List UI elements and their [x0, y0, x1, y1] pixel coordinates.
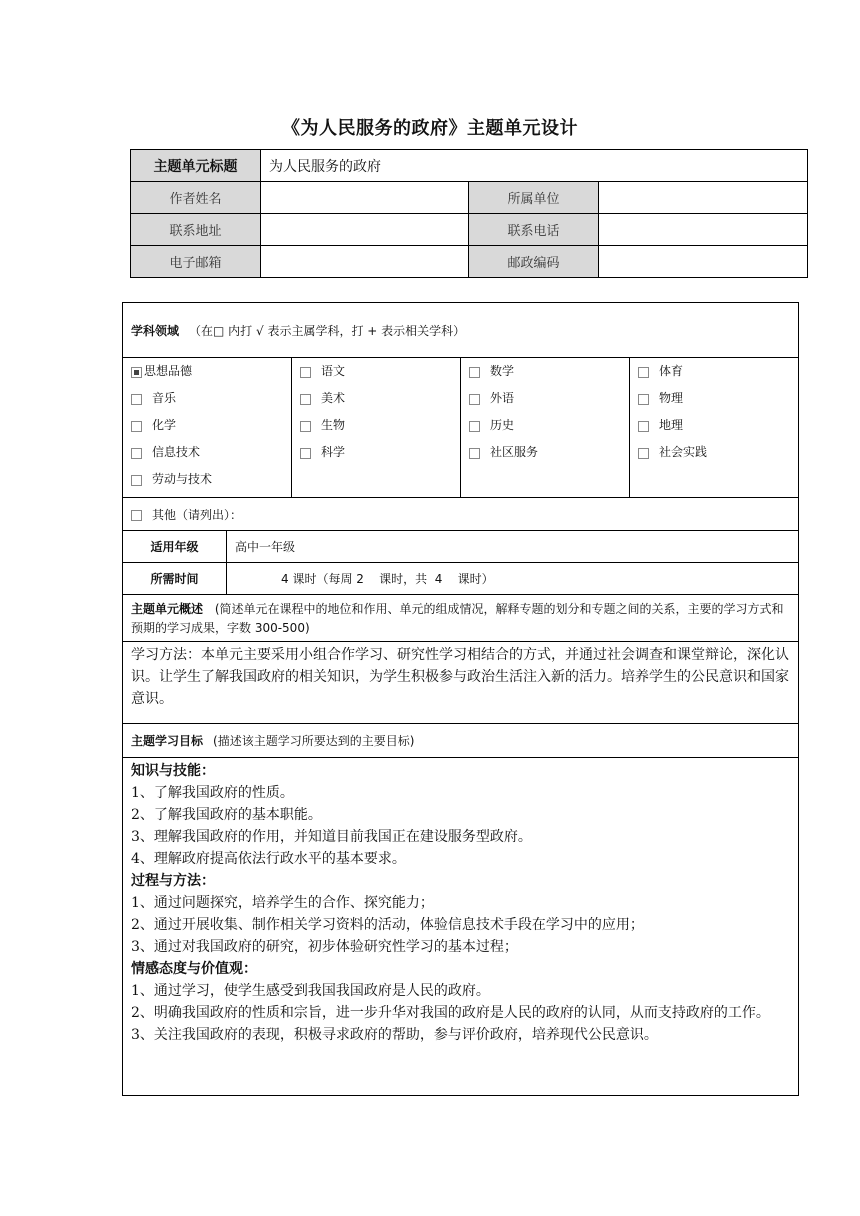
goals-body	[123, 758, 798, 1095]
subject-option-label: 地理	[659, 418, 684, 432]
subject-option[interactable]	[638, 418, 790, 445]
org-label: 所属单位	[469, 182, 599, 214]
subject-option[interactable]	[131, 391, 283, 418]
phone-label: 联系电话	[469, 214, 599, 246]
goal-item: 3、通过对我国政府的研究，初步体验研究性学习的基本过程；	[131, 939, 518, 955]
subject-header	[123, 303, 798, 358]
checkbox-icon[interactable]	[300, 448, 311, 459]
time-label: 所需时间	[123, 563, 227, 594]
goal-item: 3、关注我国政府的表现，积极寻求政府的帮助，参与评价政府，培养现代公民意识。	[131, 1027, 658, 1043]
email-label: 电子邮箱	[131, 246, 261, 278]
subject-option-label: 体育	[659, 364, 684, 378]
checkbox-icon[interactable]	[469, 448, 480, 459]
time-value[interactable]: 4 课时（每周 2 课时，共 4 课时）	[281, 572, 494, 586]
goals-text[interactable]	[123, 758, 798, 1052]
address-field[interactable]	[261, 214, 469, 246]
goal-item: 1、了解我国政府的性质。	[131, 785, 294, 801]
checkbox-icon[interactable]	[638, 421, 649, 432]
subject-option-label: 劳动与技术	[152, 472, 213, 486]
overview-label: 主题单元概述	[131, 602, 204, 616]
grade-row	[123, 531, 798, 563]
goal-section-heading: 情感态度与价值观：	[131, 961, 257, 977]
subject-option[interactable]	[469, 445, 621, 472]
subject-option[interactable]	[131, 364, 283, 391]
phone-field[interactable]	[599, 214, 808, 246]
subject-option-label: 信息技术	[152, 445, 201, 459]
subject-option-label: 历史	[490, 418, 515, 432]
goal-item: 2、了解我国政府的基本职能。	[131, 807, 322, 823]
subject-option[interactable]	[469, 391, 621, 418]
subject-column	[123, 358, 292, 497]
grade-value[interactable]: 高中一年级	[235, 540, 296, 554]
time-row	[123, 563, 798, 595]
checkbox-icon[interactable]	[469, 421, 480, 432]
checkbox-icon[interactable]	[638, 394, 649, 405]
address-label: 联系地址	[131, 214, 261, 246]
goals-header	[123, 724, 798, 758]
subject-option[interactable]	[300, 418, 452, 445]
checkbox-icon[interactable]	[469, 367, 480, 378]
author-info-table	[130, 149, 808, 278]
subject-option-label: 音乐	[152, 391, 177, 405]
checked-checkbox-icon[interactable]	[131, 367, 142, 378]
subject-option-label: 美术	[321, 391, 346, 405]
overview-header	[123, 595, 798, 642]
subject-option[interactable]	[300, 364, 452, 391]
goal-item: 2、明确我国政府的性质和宗旨，进一步升华对我国的政府是人民的政府的认同，从而支持政府的工作。	[131, 1005, 770, 1021]
subject-option[interactable]	[131, 472, 283, 499]
subject-option[interactable]	[638, 445, 790, 472]
checkbox-icon[interactable]	[469, 394, 480, 405]
subject-option[interactable]	[131, 418, 283, 445]
unit-design-form	[122, 302, 799, 1096]
subject-option-label: 化学	[152, 418, 177, 432]
zip-label: 邮政编码	[469, 246, 599, 278]
subject-option-label: 思想品德	[144, 364, 193, 378]
goals-label: 主题学习目标	[131, 734, 204, 748]
unit-title-value[interactable]: 为人民服务的政府	[261, 150, 808, 182]
subject-option-label: 外语	[490, 391, 515, 405]
author-label: 作者姓名	[131, 182, 261, 214]
unit-title-label: 主题单元标题	[131, 150, 261, 182]
subject-column	[630, 358, 798, 497]
subject-hint: （在□ 内打 √ 表示主属学科，打 + 表示相关学科）	[189, 323, 466, 338]
subject-option[interactable]	[131, 445, 283, 472]
subject-label: 学科领域	[131, 323, 180, 338]
org-field[interactable]	[599, 182, 808, 214]
goal-item: 4、理解政府提高依法行政水平的基本要求。	[131, 851, 406, 867]
subject-option[interactable]	[300, 391, 452, 418]
other-subject-label: 其他（请列出）：	[152, 507, 243, 522]
subject-column	[292, 358, 461, 497]
checkbox-icon[interactable]	[131, 448, 142, 459]
document-title: 《为人民服务的政府》主题单元设计	[282, 118, 578, 139]
subject-option[interactable]	[469, 364, 621, 391]
goal-item: 1、通过学习，使学生感受到我国我国政府是人民的政府。	[131, 983, 490, 999]
checkbox-icon[interactable]	[131, 421, 142, 432]
goal-item: 2、通过开展收集、制作相关学习资料的活动，体验信息技术手段在学习中的应用；	[131, 917, 644, 933]
goal-section-heading: 知识与技能：	[131, 763, 215, 779]
subject-option-label: 科学	[321, 445, 346, 459]
subject-option[interactable]	[638, 391, 790, 418]
zip-field[interactable]	[599, 246, 808, 278]
subject-option[interactable]	[469, 418, 621, 445]
subject-option-label: 物理	[659, 391, 684, 405]
goals-hint: (描述该主题学习所要达到的主要目标)	[213, 734, 415, 748]
subject-option-label: 语文	[321, 364, 346, 378]
checkbox-icon[interactable]	[300, 421, 311, 432]
checkbox-icon[interactable]	[638, 448, 649, 459]
overview-body	[123, 642, 798, 724]
overview-text[interactable]: 学习方法：本单元主要采用小组合作学习、研究性学习相结合的方式，并通过社会调查和课堂辩论，深化认识。让学生了解我国政府的相关知识，为学生积极参与政治生活注入新的活力。培养学生的公民意识和国家意识。	[131, 647, 789, 707]
checkbox-icon[interactable]	[131, 394, 142, 405]
grade-label: 适用年级	[123, 531, 227, 562]
goal-item: 3、理解我国政府的作用，并知道目前我国正在建设服务型政府。	[131, 829, 532, 845]
subject-grid	[123, 358, 798, 498]
checkbox-icon[interactable]	[638, 367, 649, 378]
other-subject-row	[123, 498, 798, 531]
email-field[interactable]	[261, 246, 469, 278]
subject-option[interactable]	[638, 364, 790, 391]
subject-option-label: 数学	[490, 364, 515, 378]
subject-option[interactable]	[300, 445, 452, 472]
subject-option-label: 社区服务	[490, 445, 539, 459]
overview-hint: (简述单元在课程中的地位和作用、单元的组成情况，解释专题的划分和专题之间的关系，主要的学习方式和预期的学习成果，字数 300-500)	[131, 602, 784, 635]
checkbox-icon[interactable]	[131, 510, 142, 521]
subject-option-label: 社会实践	[659, 445, 708, 459]
goal-section-heading: 过程与方法：	[131, 873, 215, 889]
author-field[interactable]	[261, 182, 469, 214]
checkbox-icon[interactable]	[300, 367, 311, 378]
goal-item: 1、通过问题探究，培养学生的合作、探究能力；	[131, 895, 434, 911]
checkbox-icon[interactable]	[300, 394, 311, 405]
checkbox-icon[interactable]	[131, 475, 142, 486]
subject-column	[461, 358, 630, 497]
subject-option-label: 生物	[321, 418, 346, 432]
